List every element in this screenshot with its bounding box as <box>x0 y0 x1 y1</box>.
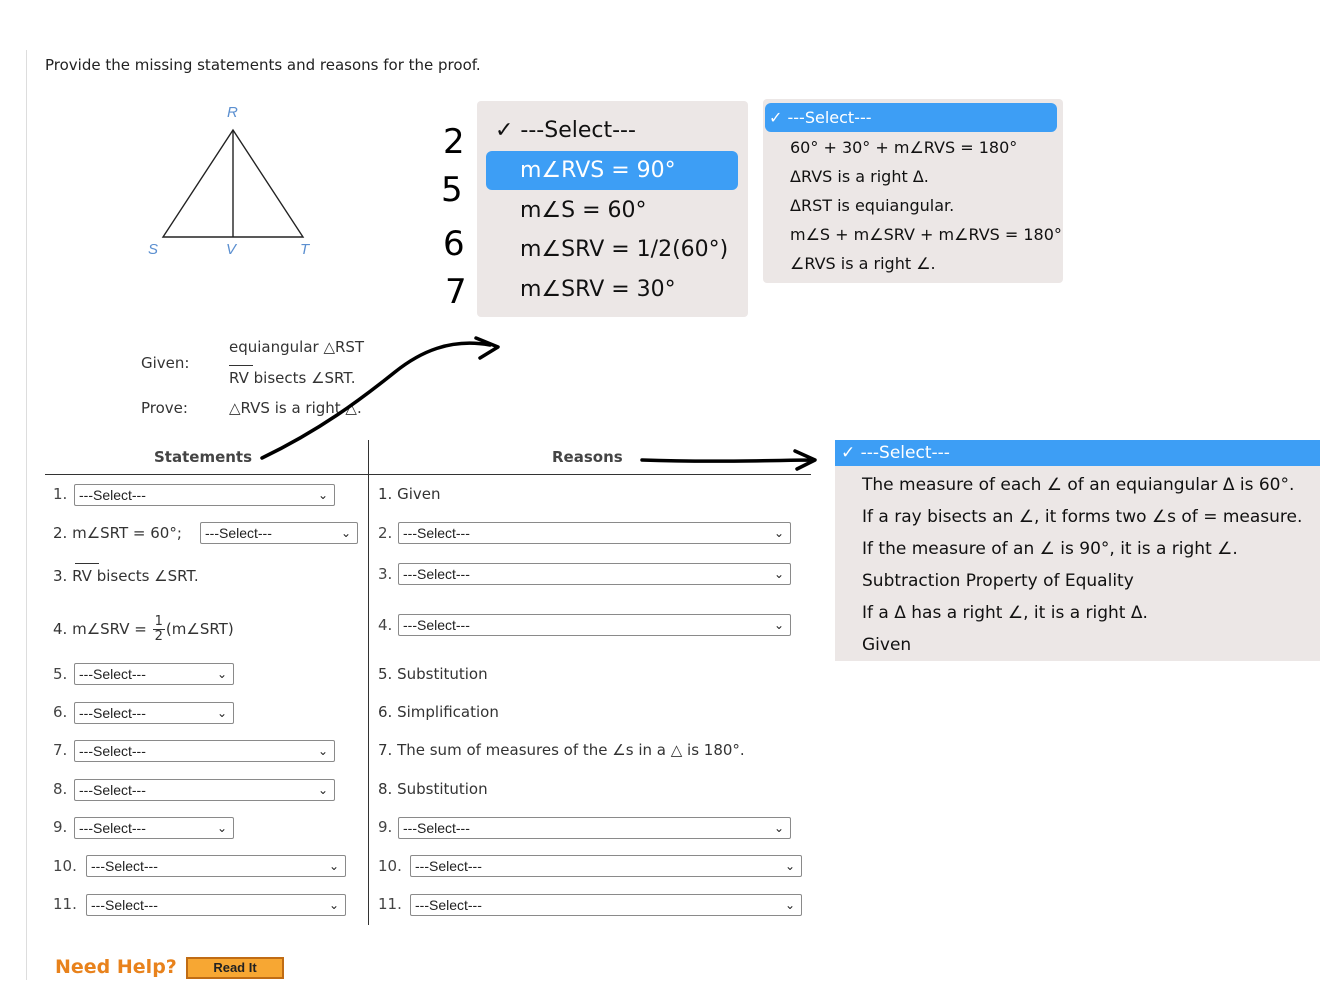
reason-9-select[interactable]: ---Select--- ⌄ <box>398 817 791 839</box>
reason-9-number: 9. <box>378 818 393 836</box>
label-s: S <box>148 241 159 258</box>
reason-6-text: 6. Simplification <box>378 703 499 721</box>
row-10-number: 10. <box>53 857 77 875</box>
ray-overline <box>229 365 253 366</box>
statement-11-select[interactable]: ---Select--- ⌄ <box>86 894 346 916</box>
dropdown-2-option-2[interactable]: ΔRVS is a right Δ. <box>790 167 929 186</box>
reason-5-text: 5. Substitution <box>378 665 488 683</box>
label-t: T <box>300 241 310 258</box>
arrow-to-reason-dropdown <box>642 460 812 461</box>
table-middle-rule <box>368 440 369 925</box>
arrow-head-2 <box>795 451 815 469</box>
fraction <box>153 615 165 644</box>
row-9-number: 9. <box>53 818 68 836</box>
handwritten-number-2: 2 <box>443 122 465 162</box>
label-v: V <box>226 241 237 258</box>
dropdown-2-option-5[interactable]: ∠RVS is a right ∠. <box>790 254 936 273</box>
triangle-figure <box>140 100 330 260</box>
handwritten-number-5: 5 <box>441 170 463 210</box>
handwritten-number-7: 7 <box>445 272 467 312</box>
left-rule <box>26 50 27 980</box>
statement-dropdown-menu-2 <box>763 99 1063 283</box>
handwritten-number-6: 6 <box>443 224 465 264</box>
statement-10-select[interactable]: ---Select--- ⌄ <box>86 855 346 877</box>
dropdown-1-option-4[interactable]: m∠SRV = 30° <box>520 277 676 302</box>
reason-8-text: 8. Substitution <box>378 780 488 798</box>
dropdown-1-option-3[interactable]: m∠SRV = 1/2(60°) <box>520 237 729 262</box>
read-it-button[interactable]: Read It <box>186 957 284 979</box>
given-line-1: equiangular △RST <box>229 338 365 356</box>
dropdown-3-option-1[interactable]: The measure of each ∠ of an equiangular Δ is 60°. <box>862 475 1295 495</box>
reason-4-number: 4. <box>378 616 393 634</box>
prove-label: Prove: <box>141 399 188 417</box>
statement-dropdown-menu <box>477 101 748 317</box>
statement-7-select[interactable]: ---Select--- ⌄ <box>74 740 335 762</box>
reason-10-select[interactable]: ---Select--- ⌄ <box>410 855 802 877</box>
dropdown-2-option-1[interactable]: 60° + 30° + m∠RVS = 180° <box>790 138 1018 157</box>
need-help-label: Need Help? <box>55 956 177 978</box>
dropdown-2-placeholder[interactable]: ✓ ---Select--- <box>769 108 872 127</box>
statement-2-text: 2. m∠SRT = 60°; <box>53 524 182 542</box>
reason-10-number: 10. <box>378 857 402 875</box>
row-6-number: 6. <box>53 703 68 721</box>
dropdown-3-option-6[interactable]: Given <box>862 635 912 655</box>
dropdown-3-option-2[interactable]: If a ray bisects an ∠, it forms two ∠s of = measure. <box>862 507 1303 527</box>
dropdown-1-option-2[interactable]: m∠S = 60° <box>520 198 647 223</box>
given-line-2: RV bisects ∠SRT. <box>229 369 356 387</box>
statement-4-tail: (m∠SRT) <box>165 620 234 638</box>
row-11-number: 11. <box>53 895 77 913</box>
dropdown-2-option-4[interactable]: m∠S + m∠SRV + m∠RVS = 180° <box>790 225 1062 244</box>
statement-3-text: 3. RV bisects ∠SRT. <box>53 567 199 585</box>
reason-2-select[interactable]: ---Select--- ⌄ <box>398 522 791 544</box>
statements-header: Statements <box>154 448 253 466</box>
fraction-denominator: 2 <box>154 629 163 644</box>
statement-6-select[interactable]: ---Select--- ⌄ <box>74 702 234 724</box>
prove-text: △RVS is a right △. <box>229 399 362 417</box>
reason-4-select[interactable]: ---Select--- ⌄ <box>398 614 791 636</box>
table-top-rule <box>45 474 811 475</box>
given-label: Given: <box>141 354 190 372</box>
statement-4-lead: 4. m∠SRV = <box>53 620 152 638</box>
statement-1-select[interactable]: ---Select--- ⌄ <box>74 484 335 506</box>
statement-9-select[interactable]: ---Select--- ⌄ <box>74 817 234 839</box>
arrow-head-1 <box>476 338 498 358</box>
dropdown-3-option-4[interactable]: Subtraction Property of Equality <box>862 571 1134 591</box>
dropdown-3-option-5[interactable]: If a Δ has a right ∠, it is a right Δ. <box>862 603 1148 623</box>
instruction-text: Provide the missing statements and reasons for the proof. <box>45 56 481 74</box>
reasons-header: Reasons <box>552 448 623 466</box>
row-8-number: 8. <box>53 780 68 798</box>
dropdown-3-option-3[interactable]: If the measure of an ∠ is 90°, it is a right ∠. <box>862 539 1238 559</box>
reason-1-text: 1. Given <box>378 485 441 503</box>
reason-2-number: 2. <box>378 524 393 542</box>
statement-2-select[interactable]: ---Select--- ⌄ <box>200 522 358 544</box>
statement-8-select[interactable]: ---Select--- ⌄ <box>74 779 335 801</box>
reason-11-select[interactable]: ---Select--- ⌄ <box>410 894 802 916</box>
row-1-number: 1. <box>53 485 68 503</box>
reason-3-select[interactable]: ---Select--- ⌄ <box>398 563 791 585</box>
fraction-numerator: 1 <box>154 614 163 629</box>
row-5-number: 5. <box>53 665 68 683</box>
statement-5-select[interactable]: ---Select--- ⌄ <box>74 663 234 685</box>
reason-7-text: 7. The sum of measures of the ∠s in a △ is 180°. <box>378 741 745 759</box>
dropdown-1-placeholder[interactable]: ✓ ---Select--- <box>495 118 636 143</box>
label-r: R <box>227 104 238 121</box>
row-7-number: 7. <box>53 741 68 759</box>
reason-3-number: 3. <box>378 565 393 583</box>
reason-11-number: 11. <box>378 895 402 913</box>
statement-4-text <box>53 615 234 644</box>
dropdown-2-option-3[interactable]: ΔRST is equiangular. <box>790 196 955 215</box>
statement-3-overline <box>75 563 99 564</box>
dropdown-1-option-1[interactable]: m∠RVS = 90° <box>520 158 676 183</box>
reason-dropdown-menu <box>835 440 1320 661</box>
dropdown-3-placeholder[interactable]: ✓ ---Select--- <box>841 443 950 463</box>
